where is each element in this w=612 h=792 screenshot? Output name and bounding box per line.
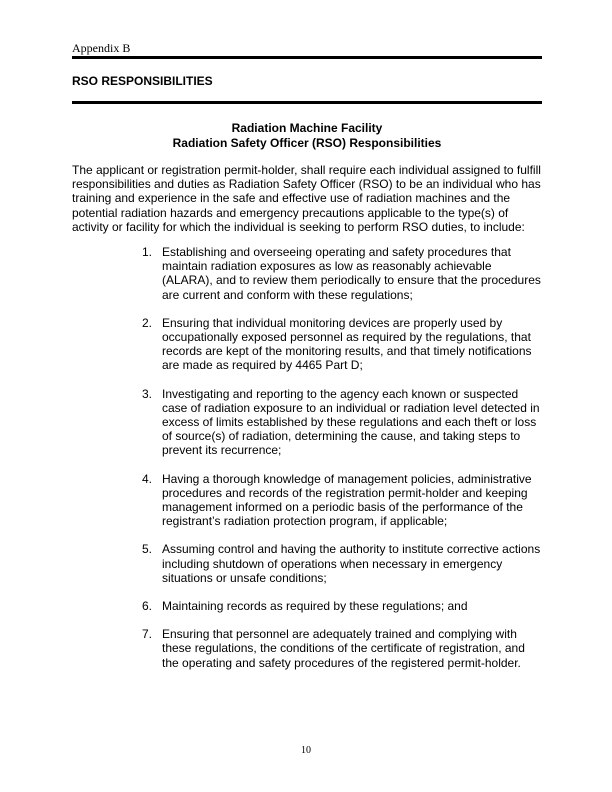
- document-title: Radiation Machine Facility: [231, 121, 383, 135]
- list-item-number: 3.: [142, 386, 153, 401]
- list-item-text: Investigating and reporting to the agency each known or suspected case of radiation exposure to an individual or radiation level detected in excess of limits established by these regulations and each theft or loss of source(s) of radiation, determining the cause, and taking steps to prevent its recurrence;: [162, 386, 540, 458]
- list-item: [142, 316, 542, 373]
- list-item-text: Ensuring that personnel are adequately trained and complying with these regulations, the conditions of the certificate of registration, and the operating and safety procedures of the registered permit-holder.: [162, 627, 525, 670]
- section-title: RSO RESPONSIBILITIES: [72, 74, 213, 88]
- list-item: [142, 599, 542, 613]
- appendix-label: Appendix B: [72, 41, 131, 55]
- list-item-text: Establishing and overseeing operating and safety procedures that maintain radiation exposures as low as reasonably achievable (ALARA), and to review them periodically to ensure that the procedures are current and conform with these regulations;: [162, 245, 541, 302]
- list-item: [142, 245, 542, 302]
- header-rule-bottom: [72, 101, 542, 104]
- header-rule-top: [72, 56, 542, 59]
- list-item-number: 7.: [142, 627, 153, 642]
- list-item: [142, 472, 542, 529]
- list-item: [142, 627, 542, 670]
- intro-paragraph: The applicant or registration permit-holder, shall require each individual assigned to fulfill responsibilities and duties as Radiation Safety Officer (RSO) to be an individual who has training and experience in the safe and effective use of radiation machines and the potential radiation hazards and emergency precautions applicable to the type(s) of activity or facility for which the individual is seeking to perform RSO duties, to include:: [72, 163, 541, 234]
- page-number: 10: [301, 745, 311, 756]
- document-subtitle: Radiation Safety Officer (RSO) Responsibilities: [172, 136, 442, 150]
- list-item: [142, 542, 542, 585]
- duties-list: [142, 245, 542, 684]
- list-item-number: 2.: [142, 315, 153, 330]
- list-item-number: 5.: [142, 542, 153, 557]
- list-item-text: Having a thorough knowledge of management policies, administrative procedures and records of the registration permit-holder and keeping management informed on a periodic basis of the performance of the registrant’s radiation protection program, if applicable;: [162, 471, 532, 529]
- list-item-number: 6.: [142, 599, 153, 614]
- list-item-number: 1.: [142, 245, 153, 259]
- list-item-text: Maintaining records as required by these regulations; and: [162, 599, 468, 614]
- list-item-number: 4.: [142, 471, 153, 486]
- list-item-text: Assuming control and having the authority to institute corrective actions including shutdown of operations when necessary in emergency situations or unsafe conditions;: [162, 542, 541, 585]
- list-item-text: Ensuring that individual monitoring devices are properly used by occupationally exposed personnel as required by the regulations, that records are kept of the monitoring results, and that timely notifications are made as required by 4465 Part D;: [162, 315, 532, 373]
- list-item: [142, 387, 542, 458]
